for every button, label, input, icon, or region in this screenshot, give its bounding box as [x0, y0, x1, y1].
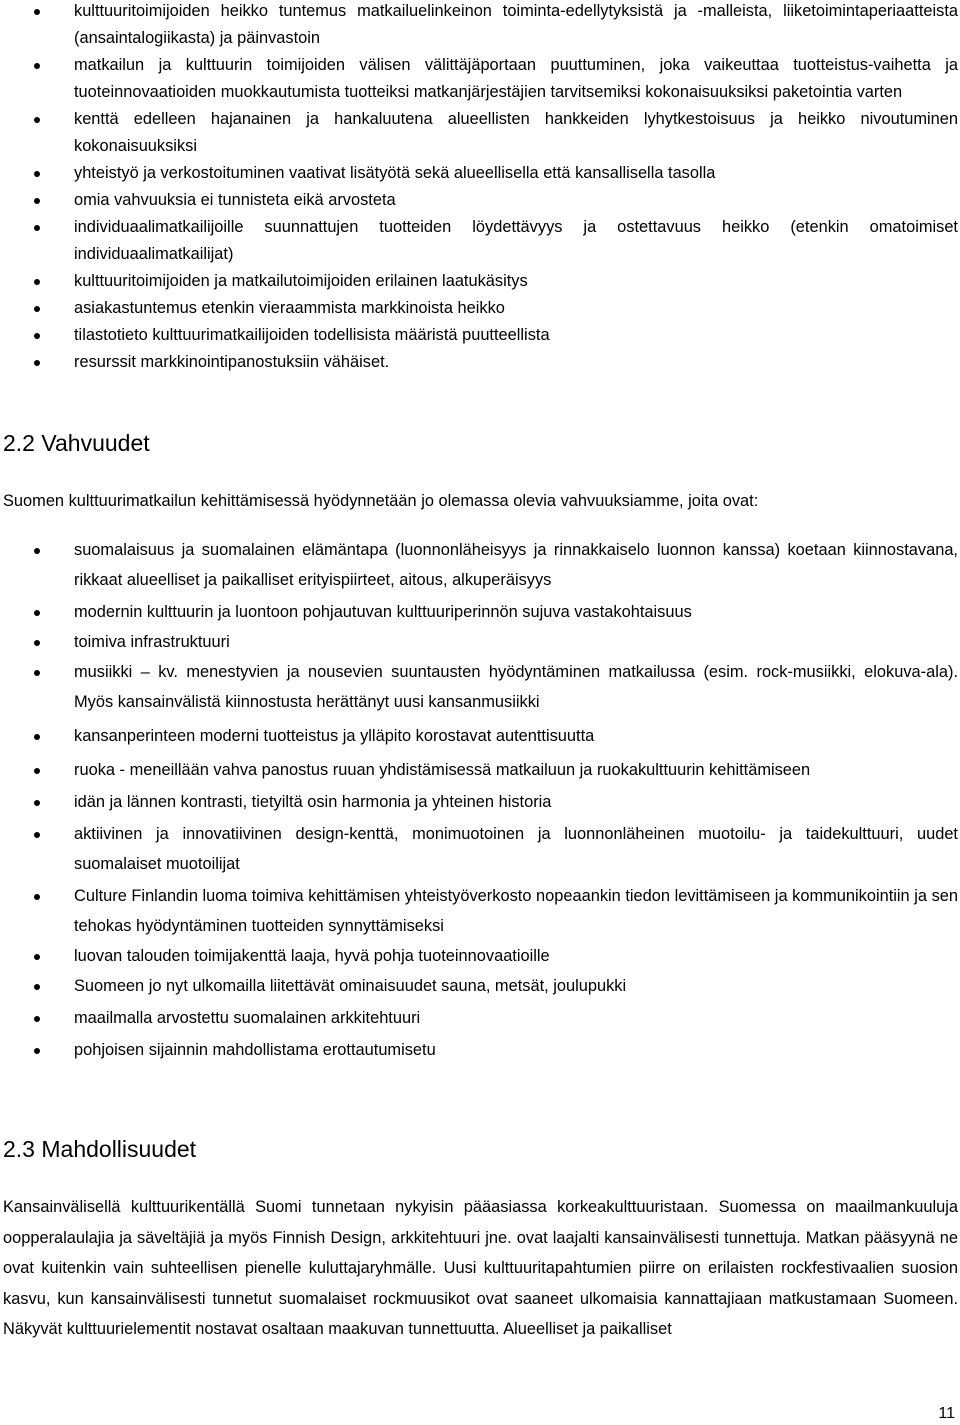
- list-item-text: kansanperinteen moderni tuotteistus ja ylläpito korostavat autenttisuutta: [74, 727, 595, 745]
- bullet-icon: [34, 225, 40, 231]
- bullet-icon: [34, 1048, 40, 1054]
- list-item-text: aktiivinen ja innovatiivinen design-kenttä, monimuotoinen ja luonnonläheinen muotoilu- ja taidekulttuuri, uudet suomalaiset muotoilijat: [74, 825, 958, 873]
- strengths-intro: Suomen kulttuurimatkailun kehittämisessä hyödynnetään jo olemassa olevia vahvuuksiamme, joita ovat:: [3, 492, 759, 510]
- bullet-icon: [34, 171, 40, 177]
- bullet-icon: [34, 954, 40, 960]
- list-item: [0, 187, 960, 214]
- list-item-text: yhteistyö ja verkostoituminen vaativat lisätyötä sekä alueellisella että kansallisella tasolla: [74, 164, 716, 182]
- bullet-icon: [34, 548, 40, 554]
- list-item-text: Culture Finlandin luoma toimiva kehittämisen yhteistyöverkosto nopeaankin tiedon levittämiseen ja kommunikointiin ja sen tehokas hyödyntäminen tuotteiden synnyttämiseksi: [74, 887, 958, 935]
- bullet-icon: [34, 306, 40, 312]
- weakness-list: [0, 0, 960, 376]
- list-item-text: maailmalla arvostettu suomalainen arkkitehtuuri: [74, 1009, 421, 1027]
- list-item-text: omia vahvuuksia ei tunnisteta eikä arvosteta: [74, 191, 396, 209]
- list-item-text: individuaalimatkailijoille suunnattujen tuotteiden löydettävyys ja ostettavuus heikko (etenkin omatoimiset individuaalimatkailijat): [74, 218, 958, 263]
- section-heading-vahvuudet: 2.2 Vahvuudet: [3, 430, 150, 456]
- bullet-icon: [34, 984, 40, 990]
- bullet-icon: [34, 734, 40, 740]
- list-item: [0, 1035, 960, 1065]
- list-item: [0, 214, 960, 268]
- bullet-icon: [34, 610, 40, 616]
- list-item-text: kenttä edelleen hajanainen ja hankaluutena alueellisten hankkeiden lyhytkestoisuus ja heikko nivoutuminen kokonaisuuksiksi: [74, 110, 958, 155]
- bullet-icon: [34, 333, 40, 339]
- list-item-text: musiikki – kv. menestyvien ja nousevien suuntausten hyödyntäminen matkailussa (esim. rock-musiikki, elokuva-ala). Myös kansainvälistä kiinnostusta herättänyt uusi kansanmusiikki: [74, 663, 958, 711]
- bullet-icon: [34, 894, 40, 900]
- bullet-icon: [34, 1016, 40, 1022]
- list-item: [0, 881, 960, 941]
- list-item-text: ruoka - meneillään vahva panostus ruuan yhdistämisessä matkailuun ja ruokakulttuurin kehittämiseen: [74, 761, 811, 779]
- section-heading-mahdollisuudet: 2.3 Mahdollisuudet: [3, 1136, 197, 1162]
- strengths-list: [0, 535, 960, 1065]
- list-item: [0, 787, 960, 817]
- bullet-icon: [34, 63, 40, 69]
- list-item-text: modernin kulttuurin ja luontoon pohjautuvan kulttuuriperinnön sujuva vastakohtaisuus: [74, 603, 692, 621]
- list-item: [0, 721, 960, 751]
- list-item: [0, 971, 960, 1001]
- list-item-text: idän ja lännen kontrasti, tietyiltä osin harmonia ja yhteinen historia: [74, 793, 552, 811]
- list-item-text: Suomeen jo nyt ulkomailla liitettävät ominaisuudet sauna, metsät, joulupukki: [74, 977, 627, 995]
- list-item: [0, 0, 960, 52]
- page-number: 11: [938, 1405, 955, 1422]
- list-item: [0, 755, 960, 785]
- bullet-icon: [34, 198, 40, 204]
- list-item-text: luovan talouden toimijakenttä laaja, hyvä pohja tuoteinnovaatioille: [74, 947, 550, 965]
- list-item-text: kulttuuritoimijoiden ja matkailutoimijoiden erilainen laatukäsitys: [74, 272, 528, 290]
- list-item: [0, 160, 960, 187]
- bullet-icon: [34, 279, 40, 285]
- list-item-text: resurssit markkinointipanostuksiin vähäiset.: [74, 353, 390, 371]
- list-item: [0, 535, 960, 595]
- list-item: [0, 349, 960, 376]
- bullet-icon: [34, 9, 40, 15]
- list-item: [0, 597, 960, 627]
- list-item: [0, 941, 960, 971]
- list-item: [0, 627, 960, 657]
- list-item: [0, 52, 960, 106]
- list-item-text: asiakastuntemus etenkin vieraammista markkinoista heikko: [74, 299, 505, 317]
- bullet-icon: [34, 117, 40, 123]
- list-item: [0, 1003, 960, 1033]
- list-item: [0, 657, 960, 717]
- list-item: [0, 106, 960, 160]
- list-item: [0, 819, 960, 879]
- bullet-icon: [34, 640, 40, 646]
- bullet-icon: [34, 800, 40, 806]
- list-item-text: matkailun ja kulttuurin toimijoiden välisen välittäjäportaan puuttuminen, joka vaikeuttaa tuotteistus-vaihetta ja tuoteinnovaatioiden muokkautumista tuotteiksi matkanjärjestäjien tarvitsemiksi kokonaisuuksiksi paketointia varten: [74, 56, 958, 101]
- bullet-icon: [34, 768, 40, 774]
- list-item-text: kulttuuritoimijoiden heikko tuntemus matkailuelinkeinon toiminta-edellytyksistä ja -malleista, liiketoimintaperiaatteista (ansaintalogiikasta) ja päinvastoin: [74, 2, 958, 47]
- list-item: [0, 268, 960, 295]
- list-item: [0, 295, 960, 322]
- list-item-text: pohjoisen sijainnin mahdollistama erottautumisetu: [74, 1041, 436, 1059]
- bullet-icon: [34, 670, 40, 676]
- opportunities-paragraph: Kansainvälisellä kulttuurikentällä Suomi tunnetaan nykyisin pääasiassa korkeakulttuuristaan. Suomessa on maailmankuuluja oopperalaulajia ja säveltäjiä ja myös Finnish Design, arkkitehtuuri jne. ovat laajalti kansainvälisesti tunnettuja. Matkan pääsyynä ne ovat kuitenkin vain suhteellisen pienelle kuluttajaryhmälle. Uusi kulttuuritapahtumien piirre on erilaisten rockfestivaalien suosion kasvu, kun kansainvälisesti tunnetut suomalaiset rockmuusikot ovat saaneet ulkomaisia kannattajiaan matkustamaan Suomeen. Näkyvät kulttuurielementit nostavat osaltaan maakuvan tunnettuutta. Alueelliset ja paikalliset: [3, 1198, 958, 1339]
- bullet-icon: [34, 832, 40, 838]
- list-item: [0, 322, 960, 349]
- list-item-text: tilastotieto kulttuurimatkailijoiden todellisista määristä puutteellista: [74, 326, 550, 344]
- bullet-icon: [34, 360, 40, 366]
- list-item-text: toimiva infrastruktuuri: [74, 633, 230, 651]
- list-item-text: suomalaisuus ja suomalainen elämäntapa (luonnonläheisyys ja rinnakkaiselo luonnon kanssa) koetaan kiinnostavana, rikkaat alueelliset ja paikalliset erityispiirteet, aitous, alkuperäisyys: [74, 541, 958, 589]
